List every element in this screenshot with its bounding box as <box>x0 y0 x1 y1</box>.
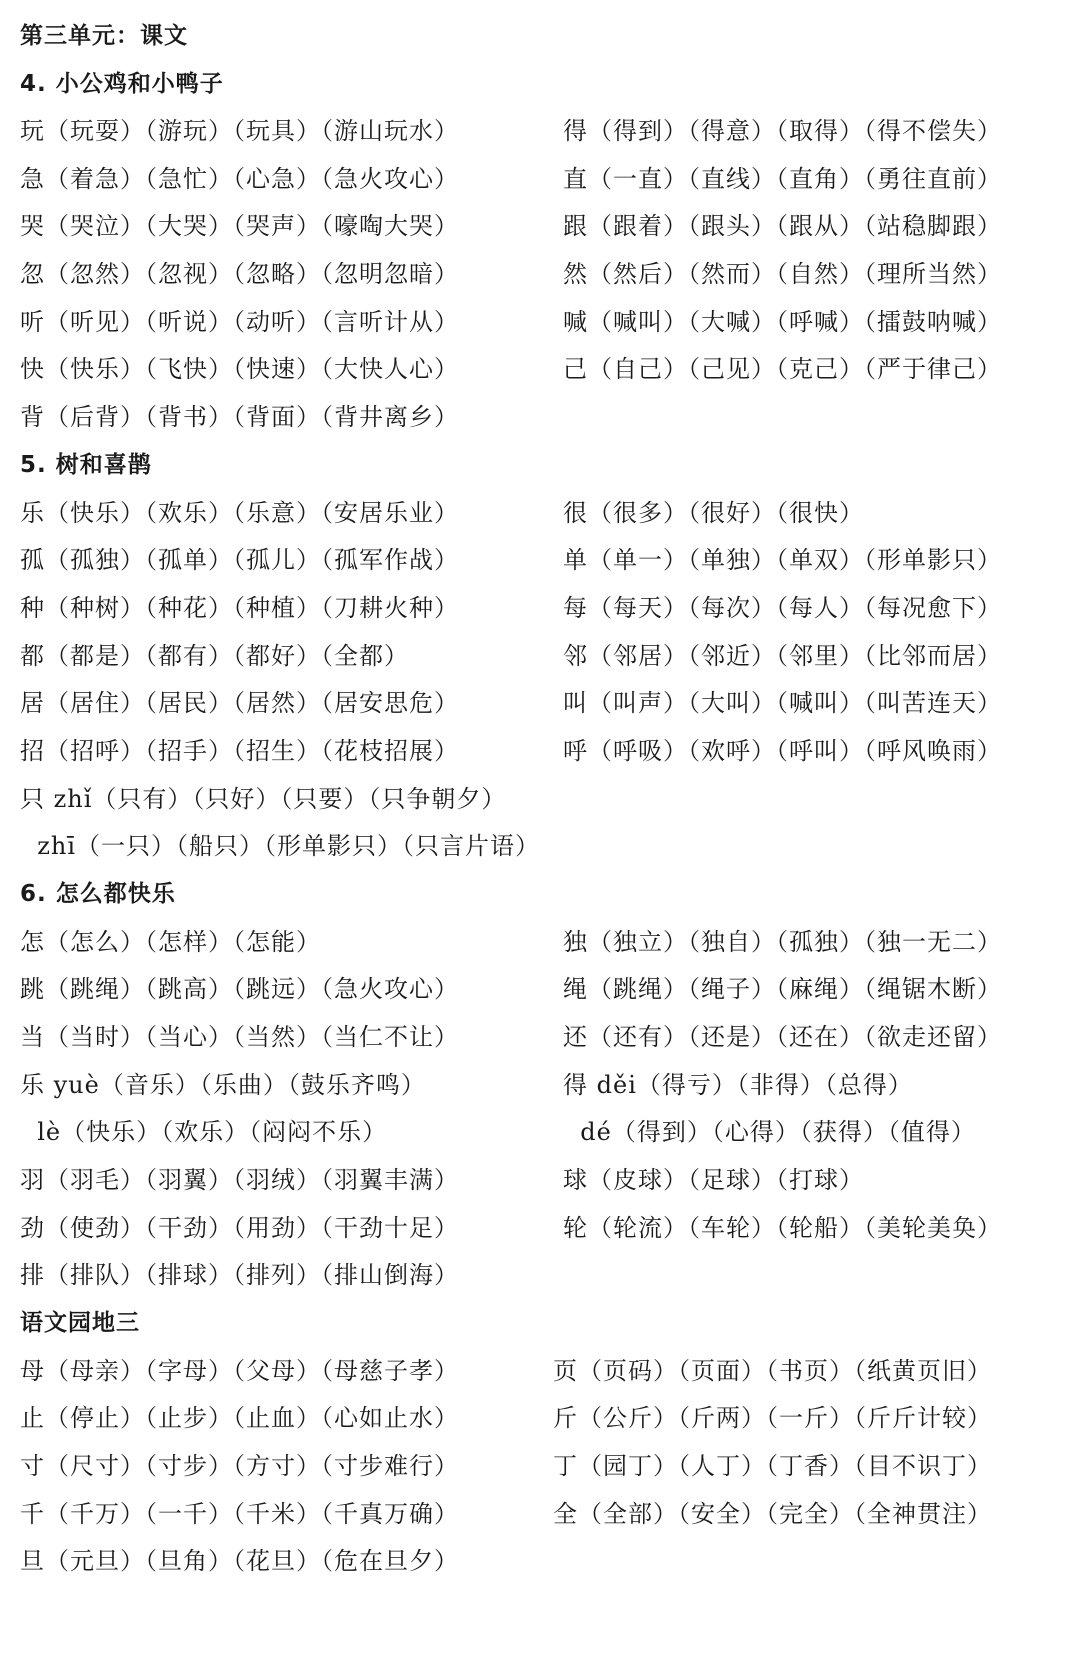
word-row: 己（自己）（己见）（克己）（严于律己） <box>563 355 1002 383</box>
word-row: 当（当时）（当心）（当然）（当仁不让） <box>20 1023 459 1051</box>
word-row: 哭（哭泣）（大哭）（哭声）（嚎啕大哭） <box>20 212 459 240</box>
word-row: 忽（忽然）（忽视）（忽略）（忽明忽暗） <box>20 260 459 288</box>
word-row: lè（快乐）（欢乐）（闷闷不乐） <box>20 1118 388 1146</box>
section-title-4: 4. 小公鸡和小鸭子 <box>20 71 224 97</box>
word-row: 种（种树）（种花）（种植）（刀耕火种） <box>20 594 459 622</box>
word-row: 止（停止）（止步）（止血）（心如止水） <box>20 1404 459 1432</box>
word-row: 全（全部）（安全）（完全）（全神贯注） <box>553 1500 992 1528</box>
word-row: 都（都是）（都有）（都好）（全都） <box>20 642 409 670</box>
word-row: dé（得到）（心得）（获得）（值得） <box>563 1118 976 1146</box>
section-title-garden: 语文园地三 <box>20 1310 140 1336</box>
word-row: 然（然后）（然而）（自然）（理所当然） <box>563 260 1002 288</box>
word-row: 居（居住）（居民）（居然）（居安思危） <box>20 689 459 717</box>
word-row: 听（听见）（听说）（动听）（言听计从） <box>20 308 459 336</box>
word-row: 背（后背）（背书）（背面）（背井离乡） <box>20 403 459 431</box>
word-row: 很（很多）（很好）（很快） <box>563 499 864 527</box>
word-row: 得 děi（得亏）（非得）（总得） <box>563 1071 913 1099</box>
word-row: 羽（羽毛）（羽翼）（羽绒）（羽翼丰满） <box>20 1166 459 1194</box>
word-row: 喊（喊叫）（大喊）（呼喊）（擂鼓呐喊） <box>563 308 1002 336</box>
word-row: 得（得到）（得意）（取得）（得不偿失） <box>563 117 1002 145</box>
section-title-6: 6. 怎么都快乐 <box>20 881 176 907</box>
unit-title: 第三单元：课文 <box>20 23 188 49</box>
word-row: 排（排队）（排球）（排列）（排山倒海） <box>20 1261 459 1289</box>
word-row: 寸（尺寸）（寸步）（方寸）（寸步难行） <box>20 1452 459 1480</box>
word-row: 招（招呼）（招手）（招生）（花枝招展） <box>20 737 459 765</box>
word-row: 母（母亲）（字母）（父母）（母慈子孝） <box>20 1357 459 1385</box>
word-row: 呼（呼吸）（欢呼）（呼叫）（呼风唤雨） <box>563 737 1002 765</box>
word-row: 邻（邻居）（邻近）（邻里）（比邻而居） <box>563 642 1002 670</box>
word-row: 单（单一）（单独）（单双）（形单影只） <box>563 546 1002 574</box>
word-row: 劲（使劲）（干劲）（用劲）（干劲十足） <box>20 1214 459 1242</box>
word-row: 还（还有）（还是）（还在）（欲走还留） <box>563 1023 1002 1051</box>
word-row: 快（快乐）（飞快）（快速）（大快人心） <box>20 355 459 383</box>
word-row: 叫（叫声）（大叫）（喊叫）（叫苦连天） <box>563 689 1002 717</box>
word-row: 球（皮球）（足球）（打球） <box>563 1166 864 1194</box>
word-row: 旦（元旦）（旦角）（花旦）（危在旦夕） <box>20 1547 459 1575</box>
word-row: 怎（怎么）（怎样）（怎能） <box>20 928 321 956</box>
word-row: 跟（跟着）（跟头）（跟从）（站稳脚跟） <box>563 212 1002 240</box>
word-row: 轮（轮流）（车轮）（轮船）（美轮美奂） <box>563 1214 1002 1242</box>
word-row: 页（页码）（页面）（书页）（纸黄页旧） <box>553 1357 992 1385</box>
section-title-5: 5. 树和喜鹊 <box>20 452 152 478</box>
word-row: 孤（孤独）（孤单）（孤儿）（孤军作战） <box>20 546 459 574</box>
word-row: 直（一直）（直线）（直角）（勇往直前） <box>563 165 1002 193</box>
word-row: 绳（跳绳）（绳子）（麻绳）（绳锯木断） <box>563 975 1002 1003</box>
word-row: 丁（园丁）（人丁）（丁香）（目不识丁） <box>553 1452 992 1480</box>
word-row: 跳（跳绳）（跳高）（跳远）（急火攻心） <box>20 975 459 1003</box>
word-row: 乐（快乐）（欢乐）（乐意）（安居乐业） <box>20 499 459 527</box>
word-row: zhī（一只）（船只）（形单影只）（只言片语） <box>20 832 541 860</box>
word-row: 只 zhǐ（只有）（只好）（只要）（只争朝夕） <box>20 785 507 813</box>
word-row: 斤（公斤）（斤两）（一斤）（斤斤计较） <box>553 1404 992 1432</box>
word-row: 每（每天）（每次）（每人）（每况愈下） <box>563 594 1002 622</box>
word-row: 玩（玩耍）（游玩）（玩具）（游山玩水） <box>20 117 459 145</box>
word-row: 独（独立）（独自）（孤独）（独一无二） <box>563 928 1002 956</box>
word-row: 乐 yuè（音乐）（乐曲）（鼓乐齐鸣） <box>20 1071 426 1099</box>
word-row: 千（千万）（一千）（千米）（千真万确） <box>20 1500 459 1528</box>
word-row: 急（着急）（急忙）（心急）（急火攻心） <box>20 165 459 193</box>
